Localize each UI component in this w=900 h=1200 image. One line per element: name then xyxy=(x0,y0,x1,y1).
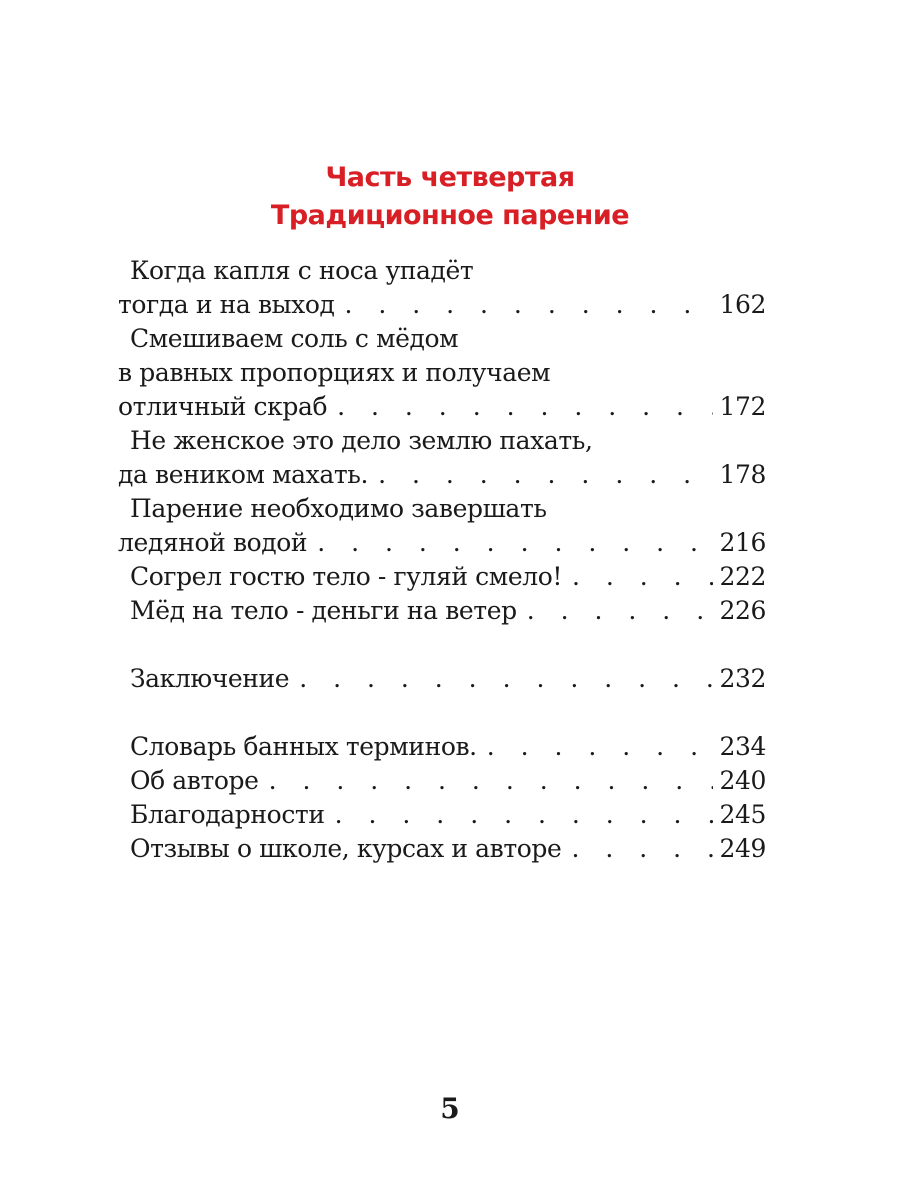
toc-entry[interactable] xyxy=(118,254,766,322)
toc-entry-text: Благодарности xyxy=(130,800,325,829)
toc-page-number: 178 xyxy=(719,460,766,489)
part-heading: Часть четвертая xyxy=(325,162,575,193)
toc-entry-text: Когда капля с носа упадёт xyxy=(130,256,474,285)
toc-page-number: 234 xyxy=(719,732,766,761)
dot-leader xyxy=(335,798,714,832)
toc-page-number: 245 xyxy=(719,800,766,829)
spacer xyxy=(118,628,766,662)
dot-leader xyxy=(487,730,714,764)
toc-entry-text: да веником махать. xyxy=(118,460,369,489)
toc-entry[interactable] xyxy=(118,798,766,832)
toc-entry-text: Об авторе xyxy=(130,766,259,795)
dot-leader xyxy=(378,458,713,492)
toc-entry-text: в равных пропорциях и получаем xyxy=(118,358,551,387)
page-number: 5 xyxy=(440,1092,460,1125)
toc-entry-text: Заключение xyxy=(130,664,290,693)
dot-leader xyxy=(299,662,713,696)
dot-leader xyxy=(527,594,714,628)
toc-entry-text: Не женское это дело землю пахать, xyxy=(130,426,593,455)
toc-page-number: 249 xyxy=(719,834,766,863)
toc-page-number: 216 xyxy=(719,528,766,557)
toc-entry-text: Мёд на тело - деньги на ветер xyxy=(130,596,517,625)
dot-leader xyxy=(269,764,714,798)
toc-page-number: 226 xyxy=(719,596,766,625)
spacer xyxy=(118,696,766,730)
dot-leader xyxy=(344,288,713,322)
toc-entry[interactable] xyxy=(118,560,766,594)
toc-page-number: 162 xyxy=(719,290,766,319)
toc-entry-text: отличный скраб xyxy=(118,392,328,421)
dot-leader xyxy=(317,526,713,560)
toc-entry[interactable] xyxy=(118,832,766,866)
table-of-contents xyxy=(118,254,766,866)
toc-entry-text: Отзывы о школе, курсах и авторе xyxy=(130,834,562,863)
toc-page-number: 232 xyxy=(719,664,766,693)
toc-entry-text: ледяной водой xyxy=(118,528,308,557)
dot-leader xyxy=(337,390,713,424)
toc-entry-text: Смешиваем соль с мёдом xyxy=(130,324,459,353)
toc-entry[interactable] xyxy=(118,662,766,696)
toc-entry-text: тогда и на выход xyxy=(118,290,335,319)
toc-entry[interactable] xyxy=(118,764,766,798)
toc-entry[interactable] xyxy=(118,594,766,628)
toc-entry-text: Парение необходимо завершать xyxy=(130,494,547,523)
toc-entry-text: Согрел гостю тело - гуляй смело! xyxy=(130,562,562,591)
dot-leader xyxy=(572,560,713,594)
part-title: Традиционное парение xyxy=(270,200,630,231)
toc-page-number: 172 xyxy=(719,392,766,421)
dot-leader xyxy=(571,832,713,866)
toc-page-number: 222 xyxy=(719,562,766,591)
toc-page-number: 240 xyxy=(719,766,766,795)
toc-entry[interactable] xyxy=(118,322,766,424)
toc-entry[interactable] xyxy=(118,730,766,764)
toc-entry[interactable] xyxy=(118,492,766,560)
toc-entry[interactable] xyxy=(118,424,766,492)
toc-entry-text: Словарь банных терминов. xyxy=(130,732,477,761)
